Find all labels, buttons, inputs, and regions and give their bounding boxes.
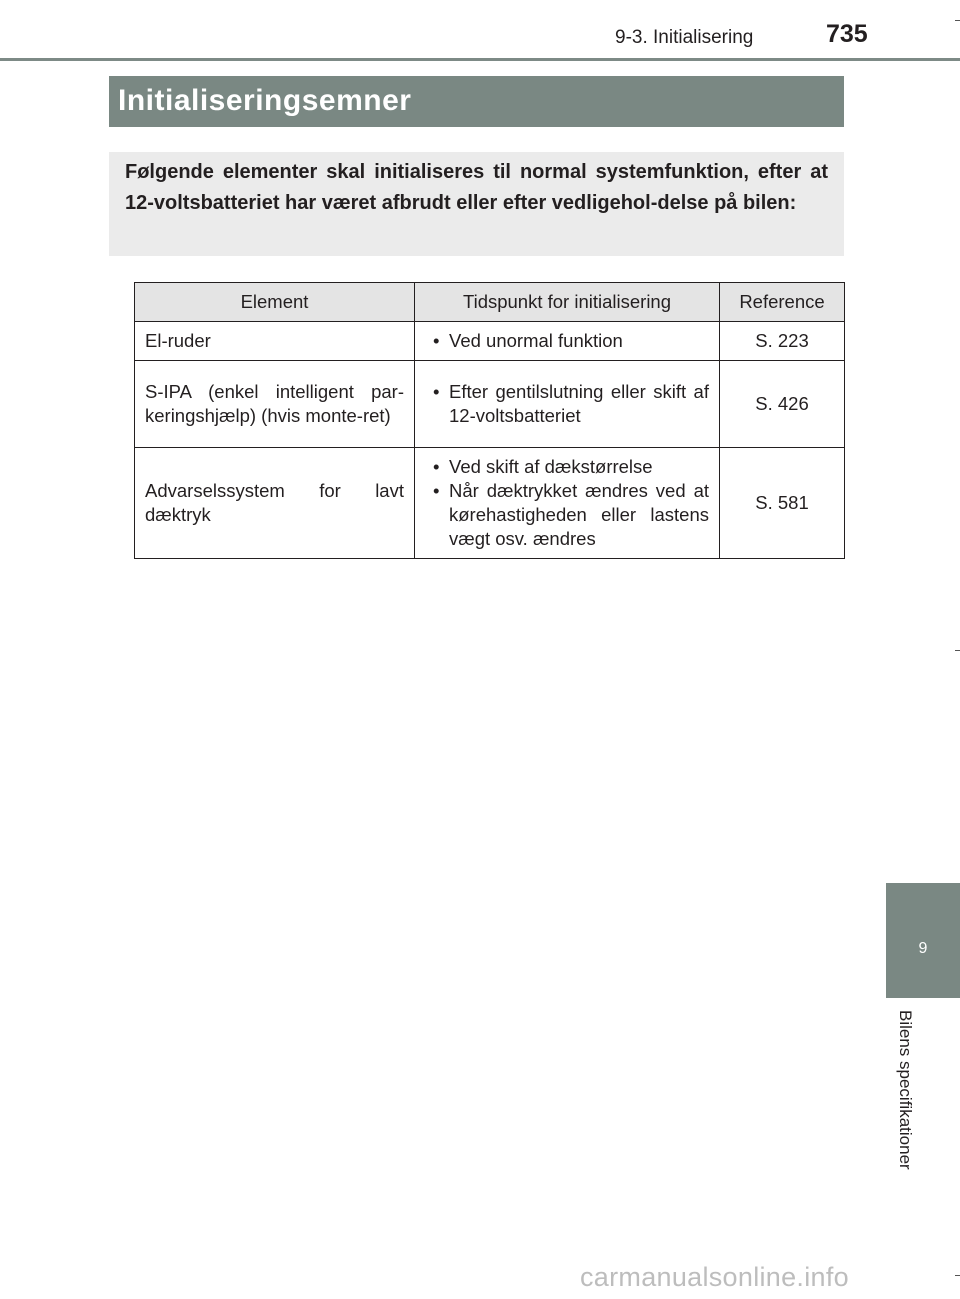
bullet-icon: •	[433, 456, 440, 477]
timing-item: • Ved unormal funktion	[433, 330, 623, 351]
crop-mark	[955, 20, 960, 21]
timing-item: • Ved skift af dækstørrelse	[433, 456, 653, 477]
initialization-table	[134, 282, 845, 559]
timing-item: • Efter gentilslutning eller skift af 12-voltsbatteriet	[433, 381, 709, 426]
crop-mark	[955, 650, 960, 651]
table-row	[135, 361, 845, 448]
bullet-icon: •	[433, 381, 440, 402]
table-row	[135, 322, 845, 361]
timing-cell	[415, 322, 720, 361]
reference-cell: S. 426	[720, 361, 845, 448]
intro-text: Følgende elementer skal initialiseres til normal systemfunktion, efter at 12-voltsbatteriet har været afbrudt eller efter vedligehol-delse på bilen:	[125, 161, 828, 214]
page-number: 735	[826, 20, 868, 48]
bullet-icon: •	[433, 480, 440, 501]
bullet-icon: •	[433, 330, 440, 351]
timing-cell	[415, 448, 720, 559]
element-cell: S-IPA (enkel intelligent par-keringshjælp) (hvis monte-ret)	[135, 361, 415, 448]
chapter-number: 9	[918, 940, 928, 957]
column-header-reference: Reference	[720, 283, 845, 322]
section-banner: Initialiseringsemner	[109, 76, 844, 127]
timing-item: • Når dæktrykket ændres ved at kørehastigheden eller lastens vægt osv. ændres	[433, 480, 709, 549]
column-header-element: Element	[135, 283, 415, 322]
reference-cell: S. 223	[720, 322, 845, 361]
header-rule	[0, 58, 960, 61]
timing-cell	[415, 361, 720, 448]
header-section-title: 9-3. Initialisering	[615, 27, 754, 48]
element-cell: El-ruder	[135, 322, 415, 361]
chapter-tab	[886, 883, 960, 998]
reference-cell: S. 581	[720, 448, 845, 559]
chapter-label: Bilens specifikationer	[896, 1010, 915, 1170]
table-header-row	[135, 283, 845, 322]
table-row	[135, 448, 845, 559]
crop-mark	[955, 1275, 960, 1276]
column-header-timing: Tidspunkt for initialisering	[415, 283, 720, 322]
watermark: carmanualsonline.info	[580, 1262, 849, 1292]
element-cell: Advarselssystem for lavt dæktryk	[135, 448, 415, 559]
intro-box	[109, 152, 844, 256]
